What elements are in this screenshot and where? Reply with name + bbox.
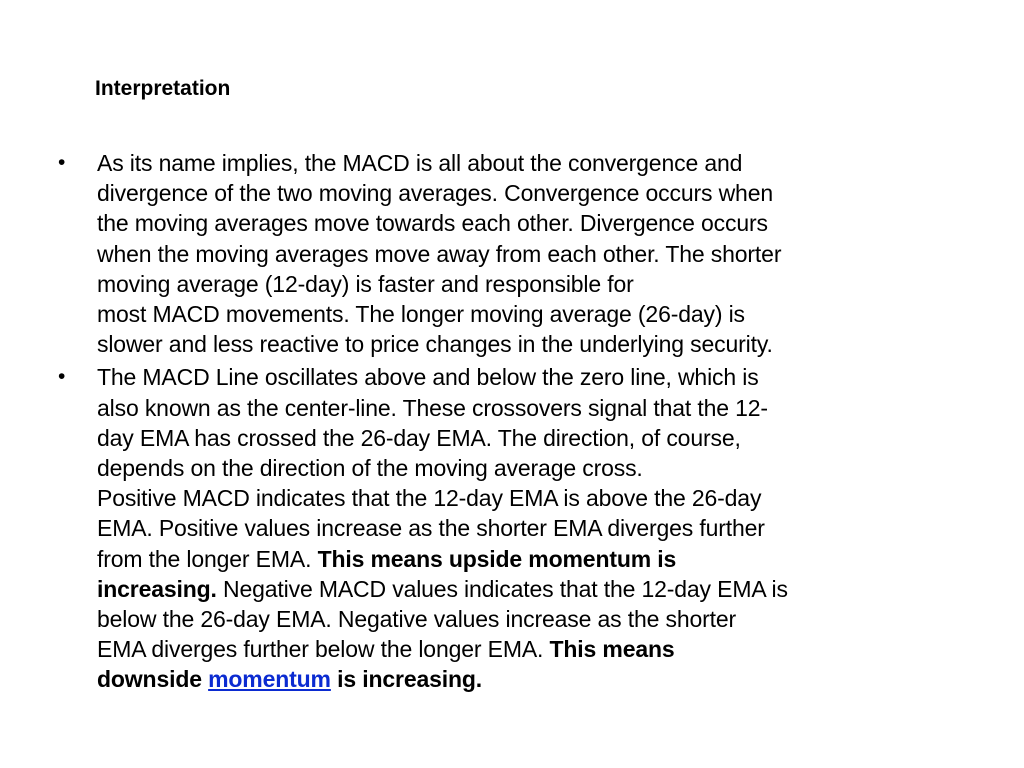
bullet-2-line-5: Positive MACD indicates that the 12-day EMA is above the 26-day bbox=[97, 485, 762, 512]
bullet-2-line-11 bbox=[97, 664, 963, 694]
bullet-item-2 bbox=[58, 362, 963, 694]
bullet-2-line-10 bbox=[97, 634, 963, 664]
bullet-1-line-1: As its name implies, the MACD is all about the convergence and bbox=[97, 150, 743, 176]
bullet-2-line-9: below the 26-day EMA. Negative values increase as the shorter bbox=[97, 606, 737, 633]
bullet-2-line-7 bbox=[97, 544, 963, 574]
bullet-2-line-4: depends on the direction of the moving average cross. bbox=[97, 455, 643, 482]
emphasis-downside: downside bbox=[97, 666, 209, 693]
bullet-list bbox=[58, 148, 963, 698]
bullet-2-line-8 bbox=[97, 574, 963, 604]
slide-title: Interpretation bbox=[95, 77, 231, 100]
emphasis-upside: This means upside momentum is bbox=[317, 545, 677, 572]
bullet-2-text: EMA diverges further below the longer EMA. bbox=[97, 636, 550, 663]
bullet-2-text: Negative MACD values indicates that the 12-day EMA is bbox=[216, 575, 788, 602]
emphasis-this-means: This means bbox=[549, 636, 675, 663]
bullet-2-line-6: EMA. Positive values increase as the shorter EMA diverges further bbox=[97, 515, 765, 542]
emphasis-is-increasing: is increasing. bbox=[330, 666, 483, 693]
bullet-item-1 bbox=[58, 148, 963, 359]
bullet-2-line-2: also known as the center-line. These crossovers signal that the 12- bbox=[97, 394, 768, 421]
momentum-link[interactable]: momentum bbox=[208, 666, 331, 693]
bullet-dot-icon: • bbox=[58, 365, 66, 389]
bullet-1-line-3: the moving averages move towards each other. Divergence occurs bbox=[97, 210, 768, 237]
bullet-2-text: from the longer EMA. bbox=[97, 545, 318, 572]
bullet-1-line-2: divergence of the two moving averages. Convergence occurs when bbox=[97, 180, 773, 207]
bullet-1-line-5: moving average (12-day) is faster and responsible for bbox=[97, 270, 634, 297]
bullet-dot-icon: • bbox=[58, 151, 66, 174]
bullet-1-line-7: slower and less reactive to price changes in the underlying security. bbox=[97, 331, 773, 358]
bullet-1-line-6: most MACD movements. The longer moving average (26-day) is bbox=[97, 301, 745, 328]
bullet-2-line-1: The MACD Line oscillates above and below the zero line, which is bbox=[97, 364, 759, 391]
bullet-1-line-4: when the moving averages move away from each other. The shorter bbox=[97, 240, 782, 267]
emphasis-increasing: increasing. bbox=[97, 575, 217, 602]
bullet-2-line-3: day EMA has crossed the 26-day EMA. The direction, of course, bbox=[97, 424, 741, 451]
